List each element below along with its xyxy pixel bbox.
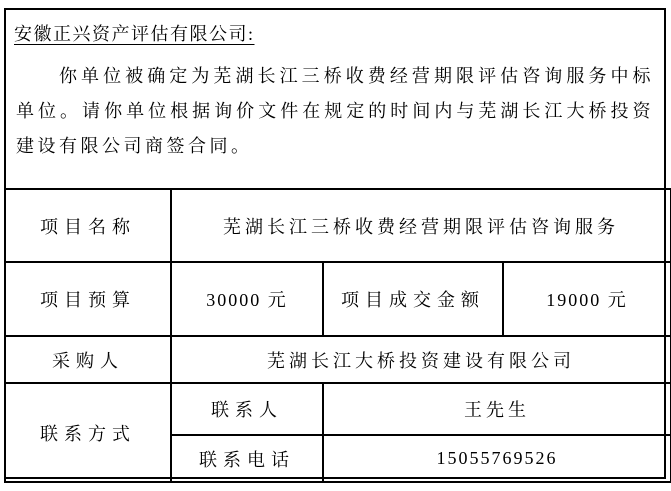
- contact-person-label: 联系人: [171, 383, 323, 435]
- award-info-table: [4, 188, 671, 483]
- row-purchaser: [5, 336, 671, 383]
- contact-section-label: 联系方式: [5, 383, 171, 482]
- document-frame: [4, 8, 666, 479]
- row-contact-person: [5, 383, 671, 435]
- deal-amount-value: 19000 元: [503, 262, 671, 336]
- notice-body-paragraph: 你单位被确定为芜湖长江三桥收费经营期限评估咨询服务中标单位。请你单位根据询价文件在规定的时间内与芜湖长江大桥投资建设有限公司商签合同。: [16, 66, 654, 156]
- contact-person-value: 王先生: [323, 383, 671, 435]
- letter-section: [6, 10, 664, 188]
- budget-value: 30000 元: [171, 262, 323, 336]
- recipient-heading: 安徽正兴资产评估有限公司:: [14, 24, 255, 44]
- project-name-label: 项目名称: [5, 189, 171, 262]
- purchaser-value: 芜湖长江大桥投资建设有限公司: [171, 336, 671, 383]
- row-project-name: [5, 189, 671, 262]
- project-name-value: 芜湖长江三桥收费经营期限评估咨询服务: [171, 189, 671, 262]
- row-budget-deal: [5, 262, 671, 336]
- contact-phone-label: 联系电话: [171, 435, 323, 482]
- budget-label: 项目预算: [5, 262, 171, 336]
- contact-phone-value: 15055769526: [323, 435, 671, 482]
- purchaser-label: 采购人: [5, 336, 171, 383]
- deal-amount-label: 项目成交金额: [323, 262, 503, 336]
